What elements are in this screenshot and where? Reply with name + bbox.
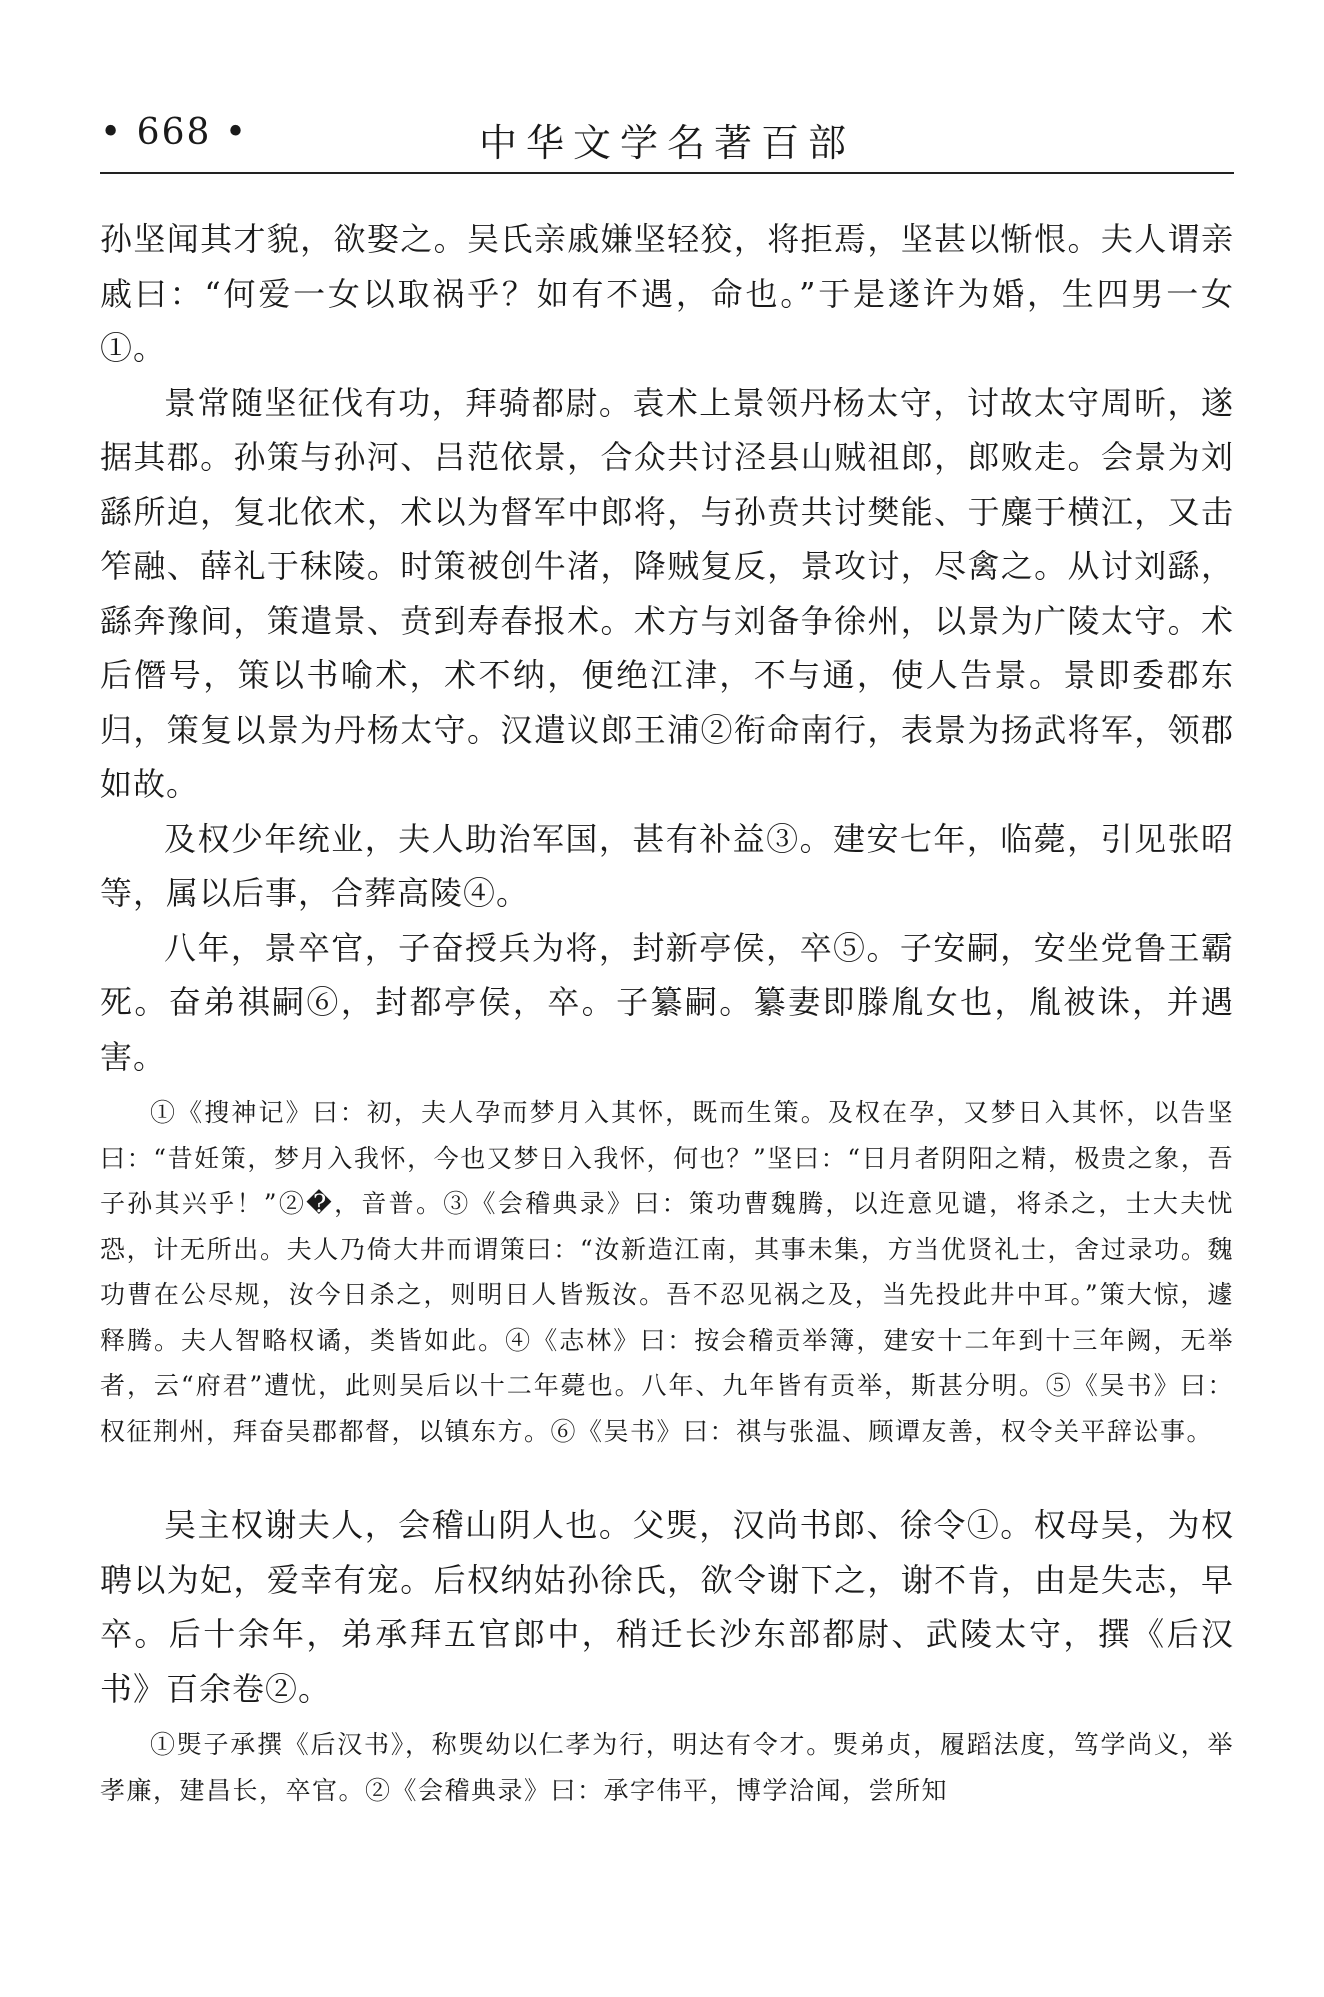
body-paragraph: 景常随坚征伐有功，拜骑都尉。袁术上景领丹杨太守，讨故太守周昕，遂据其郡。孙策与孙河、吕范依景，合众共讨泾县山贼祖郎，郎败走。会景为刘繇所迫，复北依术，术以为督军中郎将，与孙贲共讨樊能、于麋于横江，又击笮融、薛礼于秣陵。时策被创牛渚，降贼复反，景攻讨，尽禽之。从讨刘繇，繇奔豫间，策遣景、贲到寿春报术。术方与刘备争徐州，以景为广陵太守。术后僭号，策以书喻术，术不纳，便绝江津，不与通，使人告景。景即委郡东归，策复以景为丹杨太守。汉遣议郎王浦②衔命南行，表景为扬武将军，领郡如故。 [100, 383, 1234, 803]
page-body [100, 212, 1234, 1813]
footnote-block: ①《搜神记》曰：初，夫人孕而梦月入其怀，既而生策。及权在孕，又梦日入其怀，以告坚曰：“昔妊策，梦月入我怀，今也又梦日入我怀，何也？”坚曰：“日月者阴阳之精，极贵之象，吾子孙其兴乎！”②�，音普。③《会稽典录》曰：策功曹魏腾，以迕意见谴，将杀之，士大夫忧恐，计无所出。夫人乃倚大井而谓策曰：“汝新造江南，其事未集，方当优贤礼士，舍过录功。魏功曹在公尽规，汝今日杀之，则明日人皆叛汝。吾不忍见祸之及，当先投此井中耳。”策大惊，遽释腾。夫人智略权谲，类皆如此。④《志林》曰：按会稽贡举簿，建安十二年到十三年阙，无举者，云“府君”遭忧，此则吴后以十二年薨也。八年、九年皆有贡举，斯甚分明。⑤《吴书》曰：权征荆州，拜奋吴郡都督，以镇东方。⑥《吴书》曰：祺与张温、顾谭友善，权令关平辞讼事。 [100, 1098, 1234, 1446]
page-header [100, 112, 1234, 174]
book-title: 中华文学名著百部 [478, 121, 855, 165]
body-paragraph: 八年，景卒官，子奋授兵为将，封新亭侯，卒⑤。子安嗣，安坐党鲁王霸死。奋弟祺嗣⑥，封都亭侯，卒。子纂嗣。纂妻即滕胤女也，胤被诛，并遇害。 [100, 928, 1234, 1076]
section-gap [100, 1454, 1234, 1498]
body-paragraph: 及权少年统业，夫人助治军国，甚有补益③。建安七年，临薨，引见张昭等，属以后事，合葬高陵④。 [100, 819, 1234, 912]
body-paragraph: 孙坚闻其才貌，欲娶之。吴氏亲戚嫌坚轻狡，将拒焉，坚甚以惭恨。夫人谓亲戚曰：“何爱一女以取祸乎？如有不遇，命也。”于是遂许为婚，生四男一女①。 [100, 220, 1234, 367]
header-rule [100, 172, 1234, 174]
section-paragraph: 吴主权谢夫人，会稽山阴人也。父煚，汉尚书郎、徐令①。权母吴，为权聘以为妃，爱幸有宠。后权纳姑孙徐氏，欲令谢下之，谢不肯，由是失志，早卒。后十余年，弟承拜五官郎中，稍迁长沙东部都尉、武陵太守，撰《后汉书》百余卷②。 [100, 1506, 1234, 1708]
footnote-block: ①煚子承撰《后汉书》，称煚幼以仁孝为行，明达有令才。煚弟贞，履蹈法度，笃学尚义，举孝廉，建昌长，卒官。②《会稽典录》曰：承字伟平，博学洽闻，尝所知 [100, 1730, 1234, 1805]
page-number: • 668 • [100, 112, 249, 153]
